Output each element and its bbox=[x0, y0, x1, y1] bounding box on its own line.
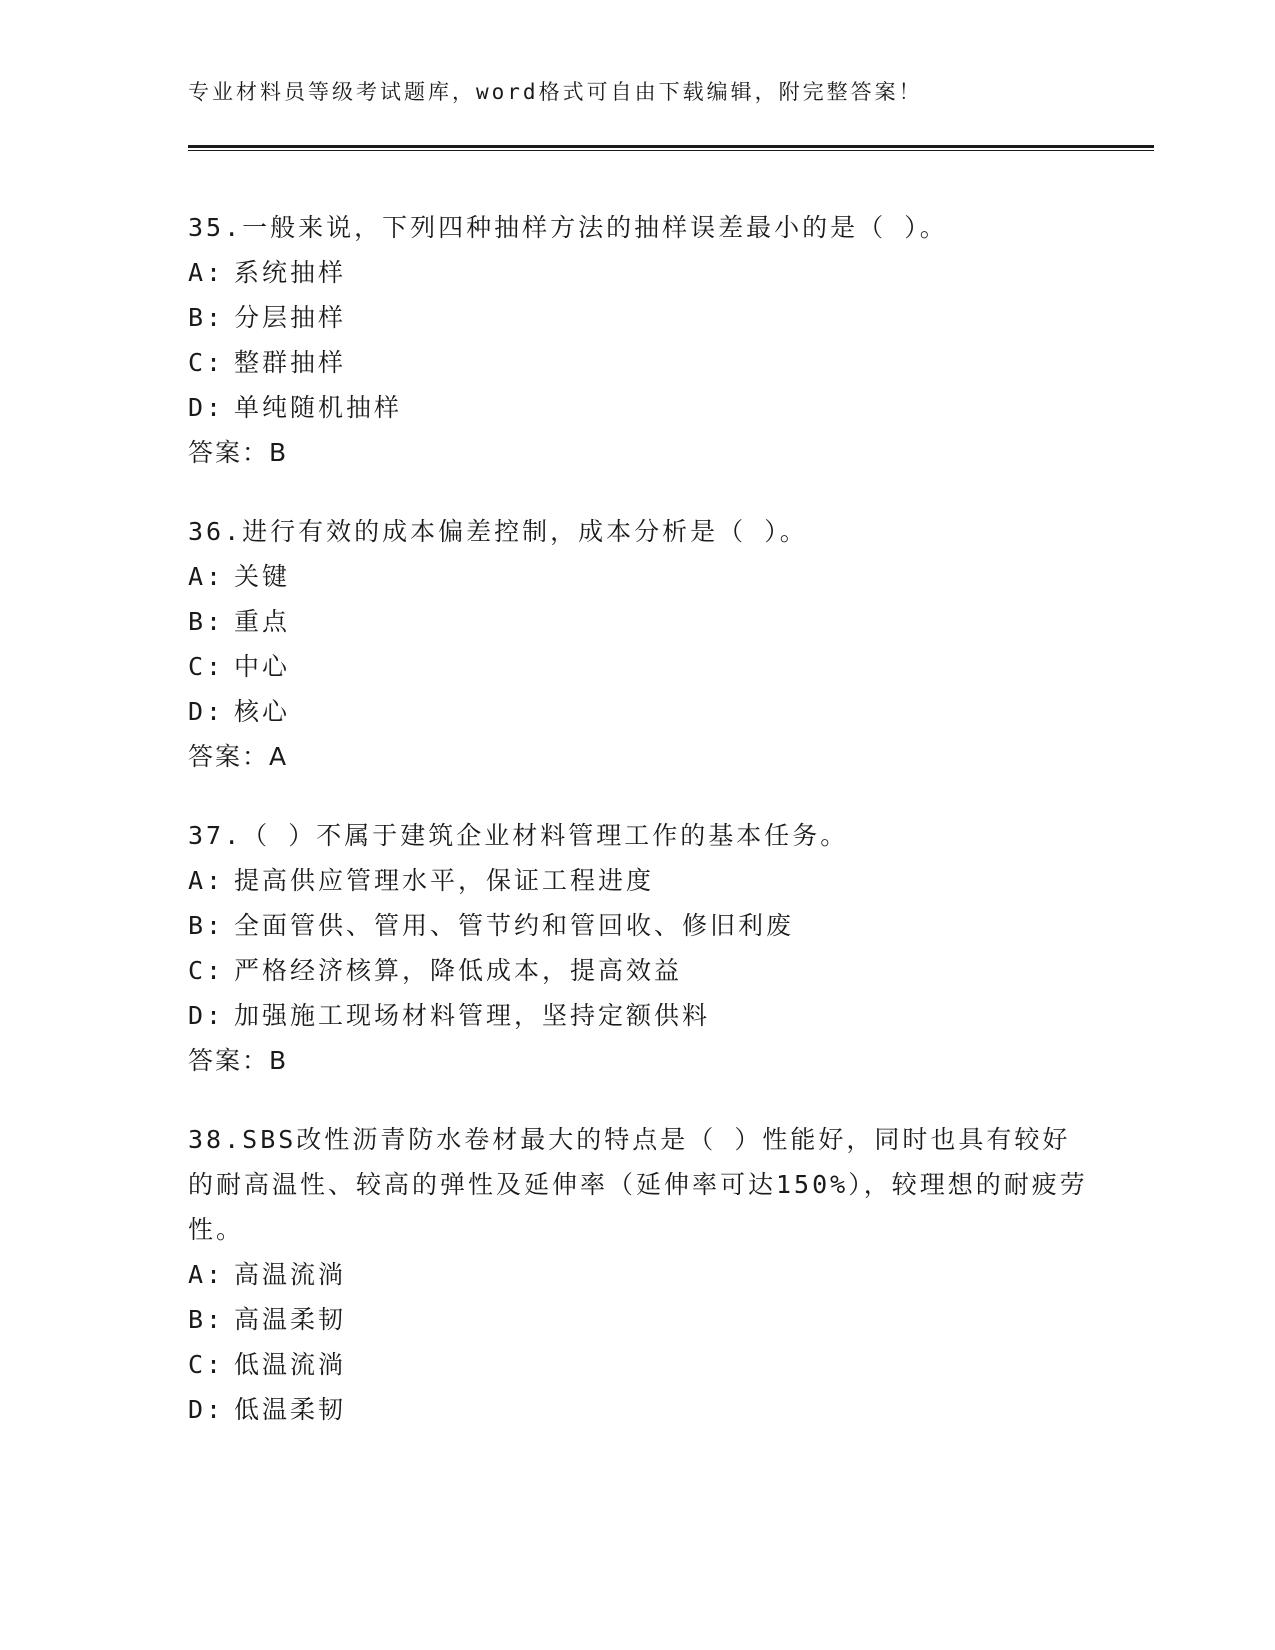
option-c bbox=[188, 1342, 1088, 1387]
option-label: C: bbox=[188, 652, 225, 681]
option-label: C: bbox=[188, 1350, 225, 1379]
option-a bbox=[188, 554, 1088, 599]
option-text: 整群抽样 bbox=[234, 348, 347, 377]
question-35 bbox=[188, 205, 1088, 475]
option-text: 重点 bbox=[234, 607, 291, 636]
option-text: 加强施工现场材料管理，坚持定额供料 bbox=[234, 1001, 711, 1030]
option-label: D: bbox=[188, 1001, 225, 1030]
option-c bbox=[188, 644, 1088, 689]
option-b bbox=[188, 295, 1088, 340]
option-label: A: bbox=[188, 562, 225, 591]
question-list bbox=[188, 205, 1088, 1466]
option-d bbox=[188, 689, 1088, 734]
option-d bbox=[188, 1387, 1088, 1432]
option-text: 严格经济核算，降低成本，提高效益 bbox=[234, 956, 683, 985]
option-c bbox=[188, 948, 1088, 993]
option-b bbox=[188, 599, 1088, 644]
question-37 bbox=[188, 813, 1088, 1083]
option-b bbox=[188, 1297, 1088, 1342]
option-text: 中心 bbox=[234, 652, 291, 681]
answer: 答案：A bbox=[188, 742, 289, 771]
option-label: B: bbox=[188, 607, 225, 636]
option-label: D: bbox=[188, 697, 225, 726]
option-d bbox=[188, 385, 1088, 430]
option-label: B: bbox=[188, 303, 225, 332]
option-text: 低温柔韧 bbox=[234, 1395, 347, 1424]
option-text: 低温流淌 bbox=[234, 1350, 347, 1379]
option-text: 关键 bbox=[234, 562, 291, 591]
option-text: 分层抽样 bbox=[234, 303, 347, 332]
option-label: C: bbox=[188, 956, 225, 985]
option-a bbox=[188, 858, 1088, 903]
question-36 bbox=[188, 509, 1088, 779]
option-d bbox=[188, 993, 1088, 1038]
option-b bbox=[188, 903, 1088, 948]
question-stem: 38.SBS改性沥青防水卷材最大的特点是（ ）性能好，同时也具有较好的耐高温性、较高的弹性及延伸率（延伸率可达150%），较理想的耐疲劳性。 bbox=[188, 1125, 1088, 1244]
option-label: D: bbox=[188, 1395, 225, 1424]
option-text: 核心 bbox=[234, 697, 291, 726]
page-header: 专业材料员等级考试题库，word格式可自由下载编辑，附完整答案！ bbox=[188, 80, 923, 104]
option-label: B: bbox=[188, 911, 225, 940]
question-38 bbox=[188, 1117, 1088, 1432]
answer: 答案：B bbox=[188, 1046, 289, 1075]
answer: 答案：B bbox=[188, 438, 289, 467]
option-label: C: bbox=[188, 348, 225, 377]
option-text: 高温流淌 bbox=[234, 1260, 347, 1289]
option-a bbox=[188, 1252, 1088, 1297]
option-label: A: bbox=[188, 866, 225, 895]
header-rule-thick bbox=[188, 145, 1154, 148]
option-text: 提高供应管理水平，保证工程进度 bbox=[234, 866, 655, 895]
option-label: A: bbox=[188, 1260, 225, 1289]
option-text: 全面管供、管用、管节约和管回收、修旧利废 bbox=[234, 911, 795, 940]
option-c bbox=[188, 340, 1088, 385]
option-text: 单纯随机抽样 bbox=[234, 393, 403, 422]
question-stem: 36.进行有效的成本偏差控制，成本分析是（ ）。 bbox=[188, 517, 808, 546]
option-text: 系统抽样 bbox=[234, 258, 347, 287]
option-label: D: bbox=[188, 393, 225, 422]
question-stem: 35.一般来说，下列四种抽样方法的抽样误差最小的是（ ）。 bbox=[188, 213, 948, 242]
option-text: 高温柔韧 bbox=[234, 1305, 347, 1334]
question-stem: 37.（ ）不属于建筑企业材料管理工作的基本任务。 bbox=[188, 821, 849, 850]
option-label: A: bbox=[188, 258, 225, 287]
option-a bbox=[188, 250, 1088, 295]
option-label: B: bbox=[188, 1305, 225, 1334]
header-rule-thin bbox=[188, 150, 1154, 151]
